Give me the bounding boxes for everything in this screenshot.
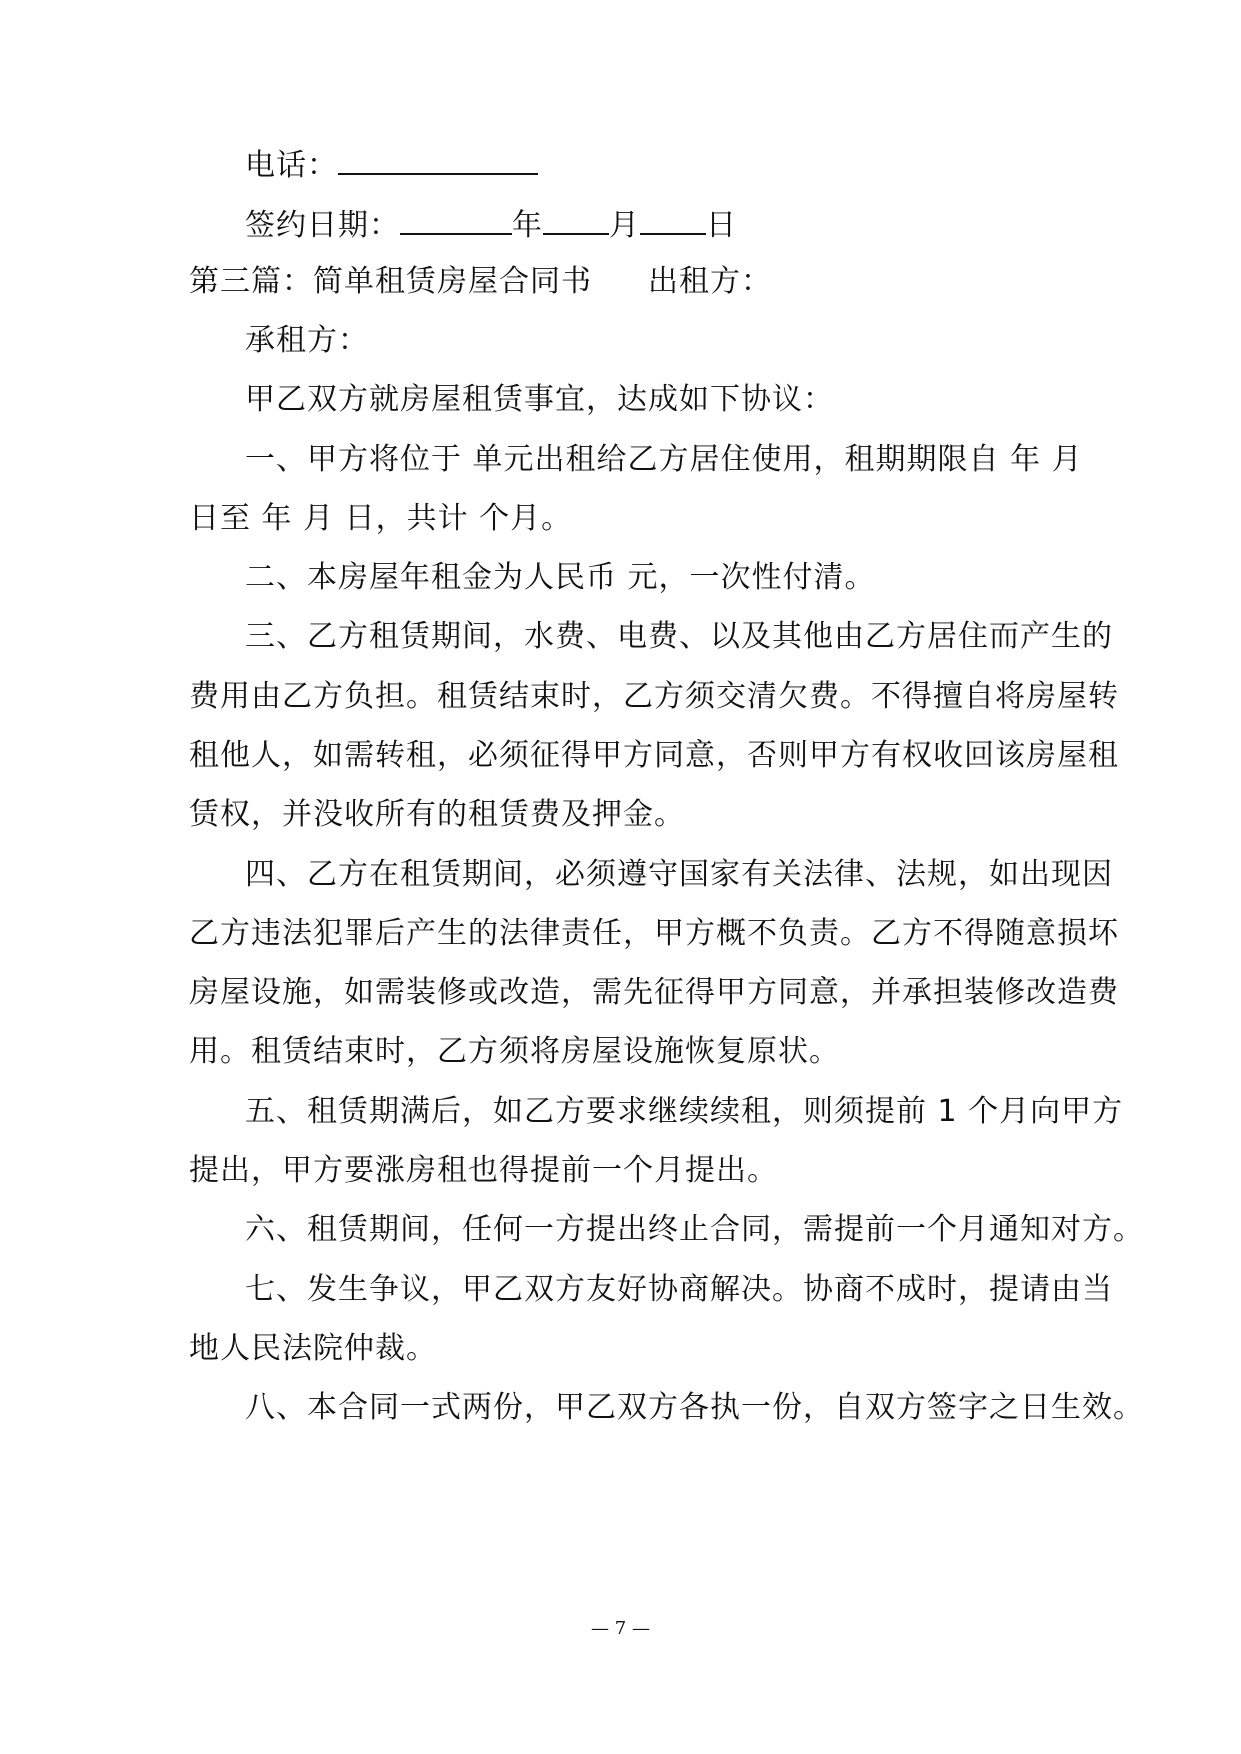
phone-line [245, 143, 538, 186]
phone-blank [338, 143, 538, 175]
clause-line: 赁权，并没收所有的租赁费及押金。 [189, 797, 685, 832]
section-title: 第三篇：简单租赁房屋合同书 [189, 264, 592, 299]
clause-line: 提出，甲方要涨房租也得提前一个月提出。 [189, 1153, 778, 1188]
clause-line: 一、甲方将位于 单元出租给乙方居住使用，租期期限自 年 月 [245, 442, 1083, 477]
lessor-label: 出租方： [648, 264, 772, 299]
sign-date-label: 签约日期： [245, 208, 400, 243]
page-number: — 7 — [591, 1618, 650, 1639]
clause-line: 租他人，如需转租，必须征得甲方同意，否则甲方有权收回该房屋租 [189, 738, 1119, 773]
clause-line: 地人民法院仲裁。 [189, 1331, 437, 1366]
clause-line: 七、发生争议，甲乙双方友好协商解决。协商不成时，提请由当 [245, 1272, 1113, 1307]
clause-line: 八、本合同一式两份，甲乙双方各执一份，自双方签字之日生效。 [245, 1390, 1144, 1425]
phone-label: 电话： [245, 148, 338, 183]
month-label: 月 [609, 208, 640, 243]
clause-line: 用。租赁结束时，乙方须将房屋设施恢复原状。 [189, 1034, 840, 1069]
clause-line: 六、租赁期间，任何一方提出终止合同，需提前一个月通知对方。 [245, 1212, 1144, 1247]
intro-paragraph: 甲乙双方就房屋租赁事宜，达成如下协议： [245, 382, 834, 417]
clause-line: 房屋设施，如需装修或改造，需先征得甲方同意，并承担装修改造费 [189, 975, 1119, 1010]
sign-date-line [245, 203, 737, 246]
day-blank [640, 203, 706, 235]
year-blank [400, 203, 512, 235]
day-label: 日 [706, 208, 737, 243]
clause-line: 乙方违法犯罪后产生的法律责任，甲方概不负责。乙方不得随意损坏 [189, 916, 1119, 951]
clause-line: 五、租赁期满后，如乙方要求继续续租，则须提前 1 个月向甲方 [245, 1094, 1124, 1129]
month-blank [543, 203, 609, 235]
section-heading [189, 262, 772, 302]
lessee-label: 承租方： [245, 323, 369, 358]
clause-line: 日至 年 月 日，共计 个月。 [189, 501, 573, 536]
year-label: 年 [512, 208, 543, 243]
clause-line: 四、乙方在租赁期间，必须遵守国家有关法律、法规，如出现因 [245, 857, 1113, 892]
clause-line: 二、本房屋年租金为人民币 元，一次性付清。 [245, 560, 876, 595]
clause-line: 三、乙方租赁期间，水费、电费、以及其他由乙方居住而产生的 [245, 619, 1113, 654]
clause-line: 费用由乙方负担。租赁结束时，乙方须交清欠费。不得擅自将房屋转 [189, 679, 1119, 714]
